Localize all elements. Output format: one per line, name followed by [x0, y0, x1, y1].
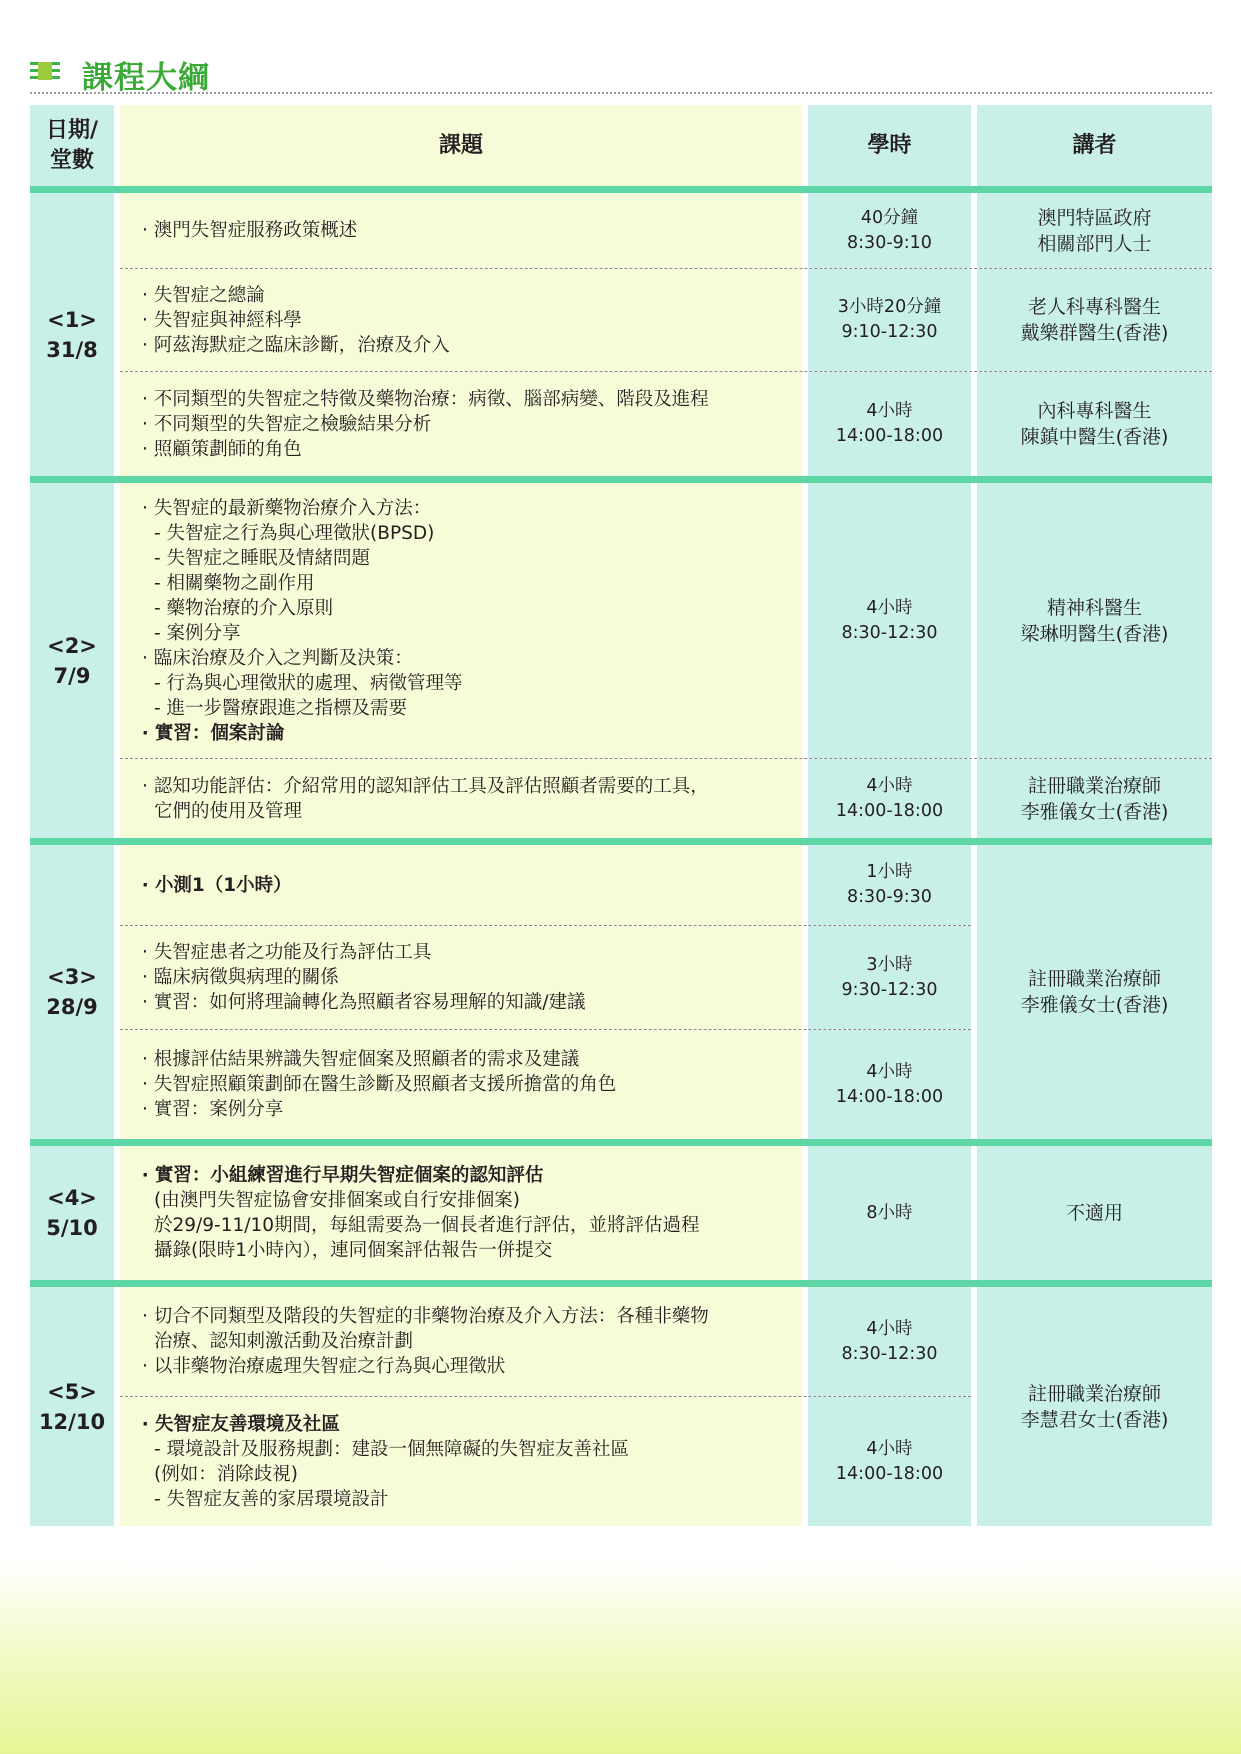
header-topic: 課題 [120, 105, 802, 186]
section-title: 課程大綱 [82, 60, 210, 96]
session-hours: 8小時 [808, 1146, 971, 1280]
divider [30, 1139, 1212, 1146]
session-topic: ‧ 切合不同類型及階段的失智症的非藥物治療及介入方法：各種非藥物 治療、認知刺激活動及治療計劃 ‧ 以非藥物治療處理失智症之行為與心理徵狀 [120, 1287, 802, 1396]
header-date: 日期/ 堂數 [30, 105, 114, 186]
divider [30, 1280, 1212, 1287]
session-speaker: 澳門特區政府 相關部門人士 [977, 193, 1212, 268]
chip-icon [30, 58, 60, 84]
session-hours: 3小時 9:30-12:30 [808, 926, 971, 1029]
header-hours: 學時 [808, 105, 971, 186]
session-date: <1> 31/8 [30, 193, 114, 476]
session-hours: 4小時 8:30-12:30 [808, 483, 971, 758]
header-speaker: 講者 [977, 105, 1212, 186]
session-topic: ‧ 失智症之總論 ‧ 失智症與神經科學 ‧ 阿茲海默症之臨床診斷，治療及介入 [120, 269, 802, 371]
session-speaker: 註冊職業治療師 李雅儀女士(香港) [977, 845, 1212, 1139]
session-hours: 4小時 14:00-18:00 [808, 759, 971, 838]
session-hours: 40分鐘 8:30-9:10 [808, 193, 971, 268]
session-speaker: 註冊職業治療師 李慧君女士(香港) [977, 1287, 1212, 1526]
session-hours: 4小時 14:00-18:00 [808, 1030, 971, 1139]
session-speaker: 註冊職業治療師 李雅儀女士(香港) [977, 759, 1212, 838]
session-hours: 4小時 8:30-12:30 [808, 1287, 971, 1396]
divider [30, 476, 1212, 483]
session-hours: 3小時20分鐘 9:10-12:30 [808, 269, 971, 371]
session-topic: ‧ 小測1（1小時） [120, 845, 802, 925]
session-topic: ‧ 失智症友善環境及社區 - 環境設計及服務規劃：建設一個無障礙的失智症友善社區 (例如：消除歧視) - 失智症友善的家居環境設計 [120, 1397, 802, 1526]
session-date: <5> 12/10 [30, 1287, 114, 1526]
session-speaker: 老人科專科醫生 戴樂群醫生(香港) [977, 269, 1212, 371]
divider [30, 838, 1212, 845]
session-date: <3> 28/9 [30, 845, 114, 1139]
session-topic: ‧ 根據評估結果辨識失智症個案及照顧者的需求及建議 ‧ 失智症照顧策劃師在醫生診斷及照顧者支援所擔當的角色 ‧ 實習：案例分享 [120, 1030, 802, 1139]
session-topic: ‧ 不同類型的失智症之特徵及藥物治療：病徵、腦部病變、階段及進程 ‧ 不同類型的失智症之檢驗結果分析 ‧ 照顧策劃師的角色 [120, 372, 802, 476]
session-hours: 1小時 8:30-9:30 [808, 845, 971, 925]
session-speaker: 內科專科醫生 陳鎮中醫生(香港) [977, 372, 1212, 476]
session-date: <4> 5/10 [30, 1146, 114, 1280]
session-hours: 4小時 14:00-18:00 [808, 1397, 971, 1526]
section-title-bar [30, 52, 1212, 94]
session-speaker: 不適用 [977, 1146, 1212, 1280]
session-topic: ‧ 認知功能評估：介紹常用的認知評估工具及評估照顧者需要的工具， 它們的使用及管理 [120, 759, 802, 838]
divider [30, 186, 1212, 193]
session-topic: ‧ 失智症的最新藥物治療介入方法： - 失智症之行為與心理徵狀(BPSD) - 失智症之睡眠及情緒問題 - 相關藥物之副作用 - 藥物治療的介入原則 - 案例分享 ‧ 臨床治療及介入之判斷及決策： - 行為與心理徵狀的處理、病徵管理等 - 進一步醫療跟進之指標及需要 ‧ 實習：個案討論 [120, 483, 802, 758]
session-topic: ‧ 澳門失智症服務政策概述 [120, 193, 802, 268]
session-date: <2> 7/9 [30, 483, 114, 838]
session-speaker: 精神科醫生 梁琳明醫生(香港) [977, 483, 1212, 758]
session-hours: 4小時 14:00-18:00 [808, 372, 971, 476]
session-topic: ‧ 失智症患者之功能及行為評估工具 ‧ 臨床病徵與病理的關係 ‧ 實習：如何將理論轉化為照顧者容易理解的知識/建議 [120, 926, 802, 1029]
session-topic: ‧ 實習：小組練習進行早期失智症個案的認知評估 (由澳門失智症協會安排個案或自行安排個案) 於29/9-11/10期間，每組需要為一個長者進行評估，並將評估過程 攝錄(限時1小時內），連同個案評估報告一併提交 [120, 1146, 802, 1280]
